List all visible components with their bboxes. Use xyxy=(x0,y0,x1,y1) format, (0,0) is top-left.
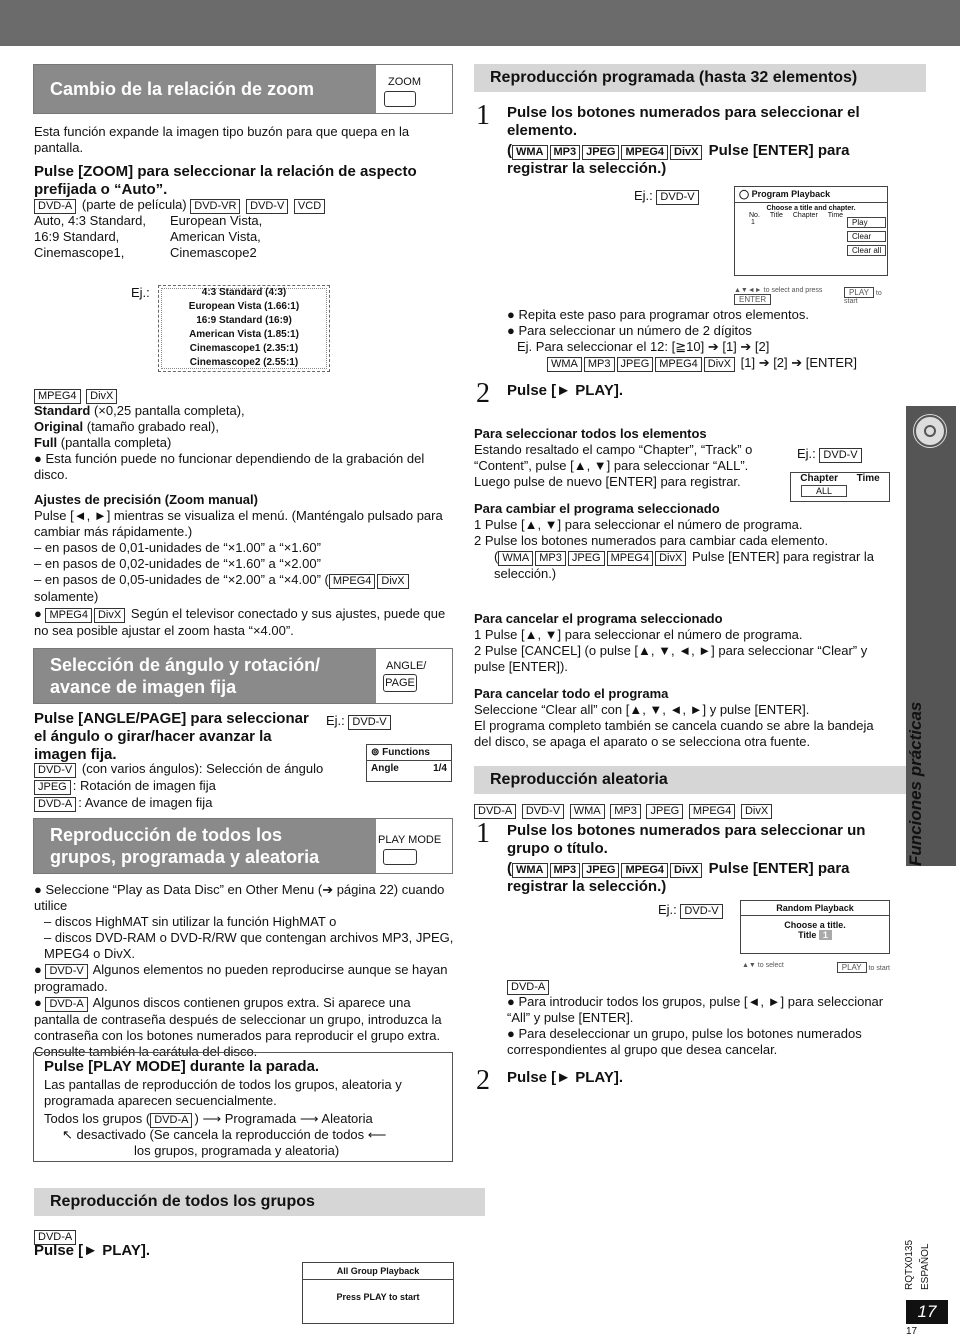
tag-mpeg4: MPEG4 xyxy=(621,145,668,160)
disc-icon xyxy=(913,414,947,448)
angle-lines xyxy=(34,761,364,812)
angle-section-title xyxy=(34,649,376,703)
osd-angle-value: 1/4 xyxy=(433,763,447,774)
list-item: Cinemascope2 xyxy=(170,245,257,260)
tag-divx: DivX xyxy=(377,574,408,589)
list-item: Cinemascope1, xyxy=(34,245,125,260)
program-osd xyxy=(734,186,888,276)
cancelar-body xyxy=(474,627,884,675)
playmode-flow xyxy=(44,1111,454,1128)
list-item: European Vista, xyxy=(170,213,263,228)
tag-divx: DivX xyxy=(670,863,702,878)
angle-page-label: PAGE xyxy=(385,677,415,689)
program-ej xyxy=(634,188,701,205)
osd-foot: to start xyxy=(844,290,882,305)
tag-dvd-a: DVD-A xyxy=(34,797,76,812)
tag-mpeg4: MPEG4 xyxy=(45,608,92,623)
osd-value: 1 xyxy=(819,930,832,940)
top-bar xyxy=(0,0,960,46)
random-step2-num: 2 xyxy=(476,1065,490,1096)
tag-dvd-a: DVD-A xyxy=(34,1230,76,1245)
tag-jpeg: JPEG xyxy=(582,145,619,160)
tag-wma: WMA xyxy=(498,551,533,566)
zoom-mpeg-tags xyxy=(34,387,119,404)
todo-line: Seleccione “Clear all” con [▲, ▼, ◄, ►] y pulse [ENTER]. xyxy=(474,702,810,717)
dash3-end: solamente) xyxy=(34,589,99,604)
tag-dvd-a: DVD-A xyxy=(45,997,87,1012)
instr-line: imagen fija. xyxy=(34,746,117,763)
zoom-title-text: Cambio de la relación de zoom xyxy=(50,78,315,99)
angle-page-button xyxy=(383,674,417,692)
zoom-bullet2: ● MPEG4 DivX Según el televisor conectado y sus ajustes, puede que no sea posible ajustar el zoom hasta “×4.00”. xyxy=(34,606,446,638)
cambiar-line: Pulse [ENTER] para registrar la selección.) xyxy=(494,549,875,581)
osd-foot: ▲▼ to select xyxy=(742,962,784,969)
osd-text: Press PLAY to start xyxy=(336,1292,420,1302)
osd-title: All Group Playback xyxy=(303,1263,453,1280)
zoom-list-left xyxy=(34,213,174,261)
random-ej xyxy=(658,902,725,919)
osd-row: 1 xyxy=(751,219,755,226)
line-text: : Avance de imagen fija xyxy=(78,795,213,810)
tag-divx: DivX xyxy=(704,357,735,372)
cancelar-head: Para cancelar el programa seleccionado xyxy=(474,611,723,626)
bullet-text: Para seleccionar un número de 2 dígitos xyxy=(518,323,752,338)
flow-text: Aleatoria xyxy=(321,1111,373,1126)
sel-head: Para seleccionar todos los elementos xyxy=(474,426,707,441)
random-title-text: Reproducción aleatoria xyxy=(490,771,668,788)
groups-title-line1: Reproducción de todos los xyxy=(50,825,283,845)
osd-col: No. xyxy=(749,212,760,219)
zoom-list-right xyxy=(170,213,320,261)
bullet-text: Para deseleccionar un grupo, pulse los botones numerados correspondientes al grupo que desea cancelar. xyxy=(507,1026,862,1057)
arrow-icon: ⟶ xyxy=(202,1111,222,1126)
arrow-icon: ⟵ xyxy=(367,1127,387,1142)
ajustes-dash1: – en pasos de 0,01-unidades de “×1.00” a “×1.60” xyxy=(34,540,321,555)
sel-line: Luego pulse de nuevo [ENTER] para registrar. xyxy=(474,474,741,489)
osd-angle-label: Angle xyxy=(371,763,399,774)
tag-wma: WMA xyxy=(512,145,548,160)
tag-dvd-v: DVD-V xyxy=(522,804,564,819)
mode-full-desc: (pantalla completa) xyxy=(60,435,172,450)
bullet-text: Para introducir todos los grupos, pulse [◄, ►] para seleccionar “All” y pulse [ENTER]. xyxy=(507,994,884,1025)
tag-wma: WMA xyxy=(512,863,548,878)
list-item: Auto, 4:3 Standard, xyxy=(34,213,147,228)
bullet-text: Repita este paso para programar otros elementos. xyxy=(518,307,809,322)
tag-dvd-vr: DVD-VR xyxy=(190,199,240,214)
tag-dvd-v: DVD-V xyxy=(246,199,288,214)
osd-chapter: Chapter xyxy=(800,473,839,484)
code-rqtx: RQTX0135 xyxy=(904,1239,915,1290)
random-step1b: ( WMA MP3 JPEG MPEG4 DivX Pulse [ENTER] para registrar la selección.) xyxy=(507,860,850,895)
tag-jpeg: JPEG xyxy=(646,804,683,819)
diagram-label: Cinemascope1 (2.35:1) xyxy=(189,343,299,354)
tag-vcd: VCD xyxy=(294,199,325,214)
todo-head: Para cancelar todo el programa xyxy=(474,686,669,701)
todo-body xyxy=(474,702,894,750)
program-bullets: ● Repita este paso para programar otros elementos. ● Para seleccionar un número de 2 dígitos Ej. Para seleccionar el 12: [≧10] ➔ [1] ➔ [2] WMA MP3 JPEG MPEG4 DivX [1] ➔ [2] ➔ [ENTER] xyxy=(507,307,892,372)
angle-instruction xyxy=(34,710,314,764)
allgroup-instr: Pulse [► PLAY]. xyxy=(34,1242,150,1259)
osd-clear-button[interactable]: Clear xyxy=(847,231,886,242)
diagram-label: American Vista (1.85:1) xyxy=(189,329,299,340)
tag-mp3: MP3 xyxy=(610,804,641,819)
diagram-label: 16:9 Standard (16:9) xyxy=(196,315,292,326)
flow-text: ) xyxy=(194,1111,199,1126)
play-pill: PLAY xyxy=(837,962,867,973)
tag-dvd-v: DVD-V xyxy=(819,448,861,463)
flow-text: Todos los grupos ( xyxy=(44,1111,151,1126)
play-pill: PLAY xyxy=(844,287,874,298)
osd-sub: Choose a title. xyxy=(784,920,846,930)
tag-dvd-v: DVD-V xyxy=(45,964,87,979)
osd-col: Time xyxy=(827,212,844,219)
groups-section-title xyxy=(34,819,376,873)
tag-mpeg4: MPEG4 xyxy=(621,863,668,878)
tag-dvd-a: DVD-A xyxy=(507,980,549,995)
mode-full: Full xyxy=(34,435,58,450)
playmode-text: Las pantallas de reproducción de todos los grupos, aleatoria y programada aparecen secuencialmente. xyxy=(44,1077,402,1108)
osd-field: Title xyxy=(798,930,817,940)
zoom-intro: Esta función expande la imagen tipo buzón para que quepa en la pantalla. xyxy=(34,124,410,155)
angle-osd xyxy=(366,744,452,782)
tag-mpeg4: MPEG4 xyxy=(689,804,736,819)
playmode-button-label: PLAY MODE xyxy=(378,834,442,846)
tag-divx: DivX xyxy=(94,608,125,623)
osd-foot: ▲▼◄► to select and press xyxy=(734,287,823,294)
tag-mp3: MP3 xyxy=(584,357,615,372)
disc-icon: ◯ xyxy=(739,189,750,199)
sel-text xyxy=(474,442,774,490)
flow-text: desactivado (Se cancela la reproducción de todos xyxy=(76,1127,365,1142)
osd-sub: Choose a title and chapter. xyxy=(766,205,856,212)
ajustes-text: Pulse [◄, ►] mientras se visualiza el menú. (Manténgalo pulsado para cambiar más rápidamente.) xyxy=(34,508,443,539)
random-step2: Pulse [► PLAY]. xyxy=(507,1069,623,1086)
sel-line: Estando resaltado el campo “Chapter”, “Track” o xyxy=(474,442,753,457)
sel-osd xyxy=(790,472,890,502)
page-number-box: 17 xyxy=(906,1300,948,1324)
tag-jpeg: JPEG xyxy=(34,780,71,795)
angle-ej xyxy=(326,713,393,730)
tag-jpeg: JPEG xyxy=(582,863,619,878)
ajustes-dash2: – en pasos de 0,02-unidades de “×1.60” a “×2.00” xyxy=(34,556,321,571)
zoom-tags-line xyxy=(34,197,434,214)
tag-mp3: MP3 xyxy=(535,551,566,566)
random-step1: Pulse los botones numerados para seleccionar un grupo o título. xyxy=(507,822,866,857)
tag-divx: DivX xyxy=(670,145,702,160)
line-text: : Rotación de imagen fija xyxy=(72,778,216,793)
flow-text: los grupos, programada y aleatoria) xyxy=(134,1143,340,1158)
playmode-button-icon xyxy=(383,849,417,865)
side-label-text: Funciones prácticas xyxy=(906,701,925,866)
osd-title: Functions xyxy=(382,747,430,758)
groups-body: ● Seleccione “Play as Data Disc” en Other Menu (➔ página 22) cuando utilice – discos HighMAT sin utilizar la función HighMAT o – discos DVD-RAM o DVD-R/RW que contengan archivos MP3, JPEG, MPEG4 o DivX. ● DVD-V Algunos elementos no pueden reproducirse aunque se hayan programado. ● DVD-A Algunos discos contienen grupos extra. Si aparece una pantalla de contraseña después de seleccionar un grupo, introduzca la contraseña con los botones numerados para reproducir el grupo extra. Consulte también la carátula del disco. xyxy=(34,882,454,1059)
arrow-icon: ⟶ xyxy=(299,1111,319,1126)
ajustes-dash3 xyxy=(34,572,454,605)
playmode-flow-return xyxy=(62,1127,452,1143)
cancelar-line: 2 Pulse [CANCEL] (o pulse [▲, ▼, ◄, ►] para seleccionar “Clear” y pulse [ENTER]). xyxy=(474,643,868,674)
angle-button-label: ANGLE/ xyxy=(386,660,427,672)
zoom-button-icon xyxy=(384,91,416,107)
bullet-text: Algunos elementos no pueden reproducirse aunque se hayan programado. xyxy=(34,962,448,994)
dash-text: – discos DVD-RAM o DVD-R/RW que contengan archivos MP3, JPEG, MPEG4 o DivX. xyxy=(44,930,454,961)
random-step1-num: 1 xyxy=(476,818,490,849)
tag-dvd-a: DVD-A xyxy=(150,1113,192,1128)
osd-clear-all-button[interactable]: Clear all xyxy=(847,245,886,256)
program-step2-num: 2 xyxy=(476,378,490,409)
bullet-text: Algunos discos contienen grupos extra. Si aparece una pantalla de contraseña después de seleccionar un grupo, introduzca la contraseña con los botones numerados para reproducir el grupo extra. Consulte también la carátula del disco. xyxy=(34,995,442,1059)
program-step1-num: 1 xyxy=(476,100,490,131)
tag-mpeg4: MPEG4 xyxy=(607,551,654,566)
random-section-title xyxy=(474,766,926,794)
groups-title-line2: grupos, programada y aleatoria xyxy=(50,847,320,867)
program-step2: Pulse [► PLAY]. xyxy=(507,382,623,399)
osd-time: Time xyxy=(856,473,880,484)
ej-label: Ej.: xyxy=(658,902,677,917)
bullet-text: Según el televisor conectado y sus ajustes, puede que no sea posible ajustar el zoom hasta “×4.00”. xyxy=(34,606,446,638)
cambiar-body: 1 Pulse [▲, ▼] para seleccionar el número de programa. 2 Pulse los botones numerados para cambiar cada elemento. ( WMA MP3 JPEG MPEG4 DivX Pulse [ENTER] para registrar la selección.) xyxy=(474,517,884,582)
ej-label: Ej.: xyxy=(797,446,816,461)
tag-jpeg: JPEG xyxy=(617,357,654,372)
zoom-ej: Ej.: xyxy=(131,285,150,300)
page-number-small: 17 xyxy=(906,1326,918,1337)
tag-divx: DivX xyxy=(655,551,686,566)
mode-standard-desc: (×0,25 pantalla completa), xyxy=(93,403,245,418)
aspect-diagram xyxy=(158,285,330,372)
sel-ej xyxy=(797,446,864,463)
diagram-label: European Vista (1.66:1) xyxy=(188,301,300,312)
flow-text: Programada xyxy=(224,1111,297,1126)
tag-mp3: MP3 xyxy=(550,863,581,878)
dash-text: – discos HighMAT sin utilizar la función HighMAT o xyxy=(44,914,337,929)
tag-dvd-v: DVD-V xyxy=(656,190,698,205)
tag-mpeg4: MPEG4 xyxy=(34,389,81,404)
zoom-instruction: Pulse [ZOOM] para seleccionar la relación de aspecto prefijada o “Auto”. xyxy=(34,163,417,198)
allgroup-title-text: Reproducción de todos los grupos xyxy=(50,1193,315,1210)
instr-line: Pulse [ANGLE/PAGE] para seleccionar xyxy=(34,710,309,727)
cambiar-line: 1 Pulse [▲, ▼] para seleccionar el número de programa. xyxy=(474,517,803,532)
bullet-text: Seleccione “Play as Data Disc” en Other Menu (➔ página 22) cuando utilice xyxy=(34,882,445,913)
zoom-modes xyxy=(34,403,434,451)
zoom-button-label: ZOOM xyxy=(388,76,421,88)
osd-col: Chapter xyxy=(792,212,818,219)
program-step1b: ( WMA MP3 JPEG MPEG4 DivX Pulse [ENTER] para registrar la selección.) xyxy=(507,142,850,177)
cambiar-head: Para cambiar el programa seleccionado xyxy=(474,501,720,516)
random-bullets: ● Para introducir todos los grupos, pulse [◄, ►] para seleccionar “All” y pulse [ENTER]. ● Para deseleccionar un grupo, pulse los botones numerados correspondientes al grupo que desea cancelar. xyxy=(507,994,884,1057)
allgroup-section-title xyxy=(34,1188,485,1216)
tag-wma: WMA xyxy=(547,357,582,372)
tag-divx: DivX xyxy=(86,389,117,404)
mode-original-desc: (tamaño grabado real), xyxy=(86,419,219,434)
angle-title-line2: avance de imagen fija xyxy=(50,677,237,697)
ej-label: Ej.: xyxy=(634,188,653,203)
dash3-text: – en pasos de 0,05-unidades de “×2.00” a “×4.00” ( xyxy=(34,572,329,587)
step-text: Pulse [ENTER] para registrar la selección.) xyxy=(507,142,850,177)
osd-play-button[interactable]: Play xyxy=(847,217,886,228)
ajustes-head: Ajustes de precisión (Zoom manual) xyxy=(34,492,258,507)
functions-icon: ⊚ xyxy=(371,747,380,758)
mode-original: Original xyxy=(34,419,84,434)
list-item: 16:9 Standard, xyxy=(34,229,120,244)
return-arrow-icon: ↖ xyxy=(62,1127,73,1142)
tag-dvd-a: DVD-A xyxy=(34,199,76,214)
example-text: [1] ➔ [2] ➔ [ENTER] xyxy=(740,355,858,370)
osd-title: Program Playback xyxy=(751,189,831,199)
random-tag2 xyxy=(507,978,551,995)
tag-dvd-v: DVD-V xyxy=(348,715,390,730)
tag-jpeg: JPEG xyxy=(568,551,605,566)
tag-mpeg4: MPEG4 xyxy=(329,574,376,589)
angle-title-line1: Selección de ángulo y rotación/ xyxy=(50,655,321,675)
random-tags xyxy=(474,802,774,819)
ej-label: Ej.: xyxy=(326,713,345,728)
todo-line: El programa completo también se cancela cuando se abre la bandeja del disco, se apaga el aparato o se selecciona otra fuente. xyxy=(474,718,874,749)
mode-standard: Standard xyxy=(34,403,91,418)
zoom-section-title xyxy=(34,65,376,113)
bullet-text: Esta función puede no funcionar dependiendo de la grabación del disco. xyxy=(34,451,425,482)
example-text: Ej. Para seleccionar el 12: [≧10] ➔ [1] ➔ [2] xyxy=(517,339,770,354)
random-osd-footer xyxy=(742,962,890,973)
osd-title: Random Playback xyxy=(741,901,889,916)
tag-mp3: MP3 xyxy=(550,145,581,160)
playmode-head: Pulse [PLAY MODE] durante la parada. xyxy=(44,1058,320,1075)
program-osd-footer xyxy=(734,287,890,305)
diagram-label: Cinemascope2 (2.55:1) xyxy=(189,357,299,368)
diagram-label: 4:3 Standard (4:3) xyxy=(201,287,287,298)
zoom-bullet1: ● Esta función puede no funcionar dependiendo de la grabación del disco. xyxy=(34,451,425,482)
program-step1: Pulse los botones numerados para seleccionar el elemento. xyxy=(507,104,860,139)
line-text: (con varios ángulos): Selección de ángulo xyxy=(81,761,324,776)
osd-all-field: ALL xyxy=(801,485,847,497)
random-osd xyxy=(740,900,890,954)
program-section-title xyxy=(474,64,926,92)
osd-foot: to start xyxy=(868,965,890,972)
instr-line: el ángulo o girar/hacer avanzar la xyxy=(34,728,272,745)
tag-note: (parte de película) xyxy=(81,197,187,212)
tag-mpeg4: MPEG4 xyxy=(655,357,702,372)
playmode-box xyxy=(33,1052,453,1162)
code-lang: ESPAÑOL xyxy=(920,1243,931,1290)
osd-col: Title xyxy=(769,212,783,219)
tag-dvd-v: DVD-V xyxy=(34,763,76,778)
sel-line: “Content”, pulse [▲, ▼] para seleccionar “ALL”. xyxy=(474,458,749,473)
tag-wma: WMA xyxy=(570,804,605,819)
tag-divx: DivX xyxy=(741,804,772,819)
step-text: Pulse [ENTER] para registrar la selección.) xyxy=(507,860,850,895)
tag-dvd-v: DVD-V xyxy=(680,904,722,919)
program-title-text: Reproducción programada (hasta 32 elementos) xyxy=(490,69,858,86)
list-item: American Vista, xyxy=(170,229,261,244)
enter-pill: ENTER xyxy=(734,294,771,305)
allgroup-osd xyxy=(302,1262,454,1324)
cambiar-line: 2 Pulse los botones numerados para cambiar cada elemento. xyxy=(474,533,829,548)
tag-dvd-a: DVD-A xyxy=(474,804,516,819)
cancelar-line: 1 Pulse [▲, ▼] para seleccionar el número de programa. xyxy=(474,627,803,642)
